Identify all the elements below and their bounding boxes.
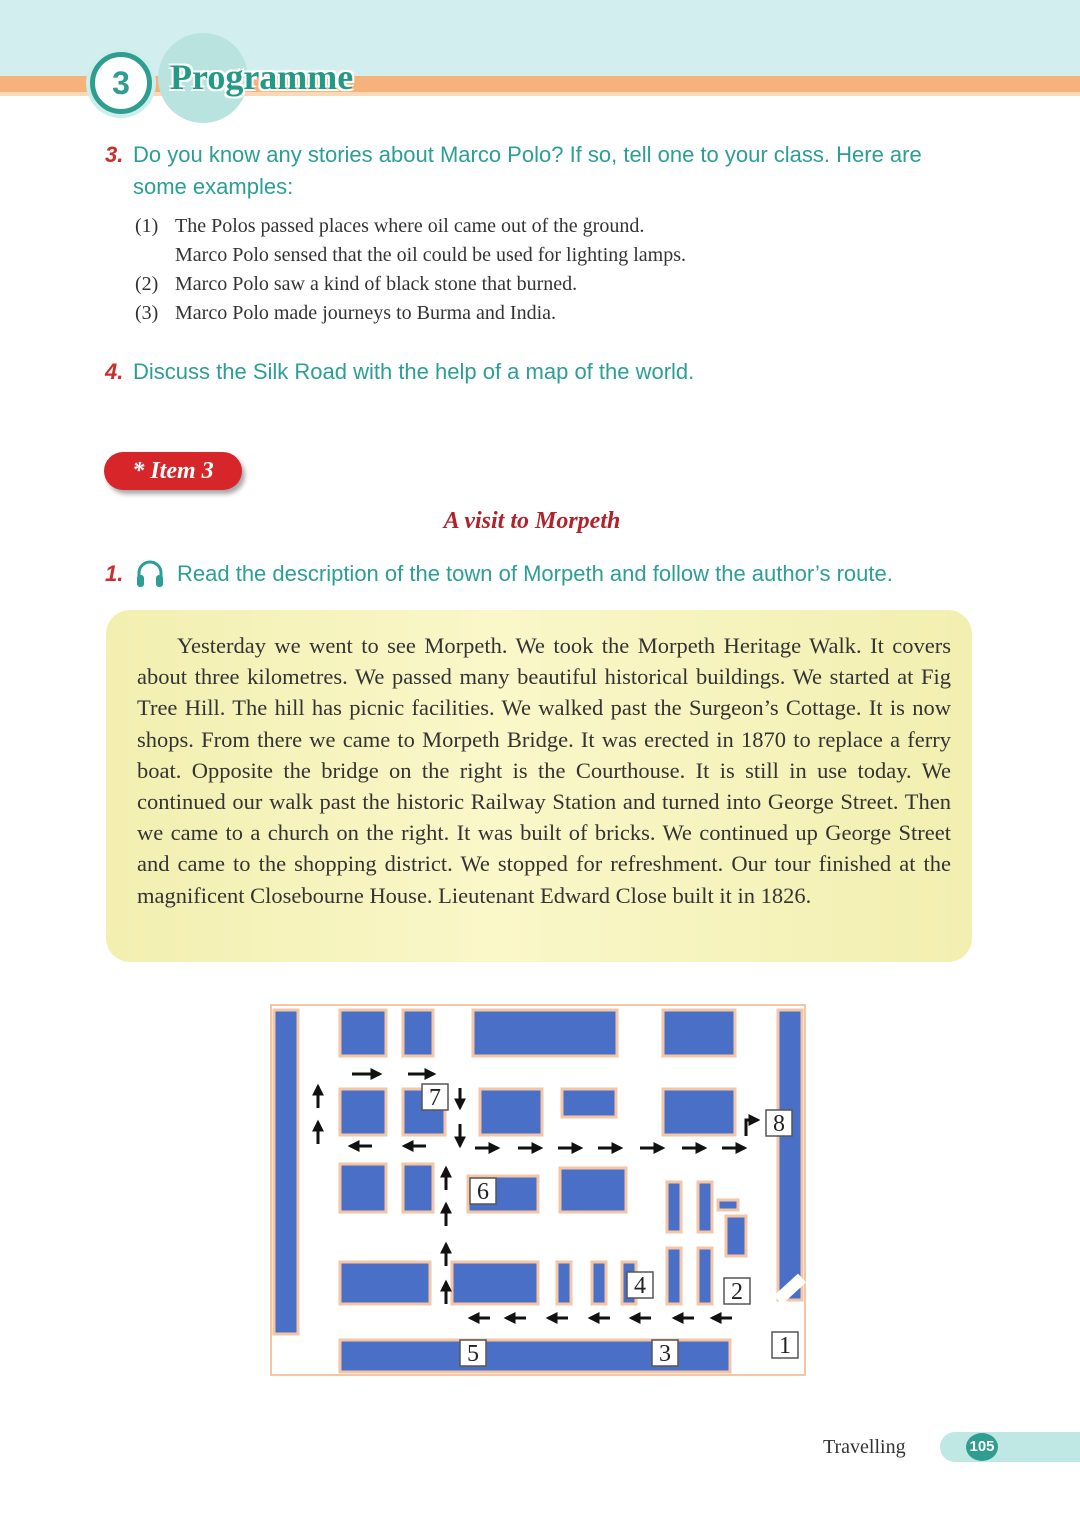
question-3	[105, 139, 953, 203]
map-block	[698, 1248, 712, 1304]
route-map	[270, 1004, 806, 1376]
question-number: 4.	[105, 359, 124, 384]
map-block	[726, 1216, 746, 1256]
page-number: 105	[966, 1433, 998, 1461]
map-block	[663, 1010, 735, 1056]
question-text: Discuss the Silk Road with the help of a map of the world.	[133, 359, 695, 384]
example-item	[135, 299, 686, 328]
map-block	[663, 1089, 735, 1135]
map-block	[698, 1182, 712, 1232]
example-number: (1)	[135, 215, 159, 237]
map-label: 2	[731, 1279, 743, 1305]
map-block	[403, 1164, 433, 1212]
map-block	[480, 1089, 542, 1135]
example-number: (3)	[135, 302, 159, 324]
map-block	[778, 1010, 802, 1300]
task-instruction	[105, 558, 893, 590]
question-text: Do you know any stories about Marco Polo? If so, tell one to your class. Here are some examples:	[133, 142, 922, 199]
map-label: 3	[659, 1341, 671, 1367]
map-block	[667, 1182, 681, 1232]
question-4	[105, 356, 953, 388]
map-block	[718, 1200, 738, 1210]
map-label: 6	[477, 1179, 489, 1205]
section-title: Programme	[170, 57, 354, 97]
map-block	[340, 1262, 430, 1304]
map-block	[557, 1262, 571, 1304]
example-text: Marco Polo sensed that the oil could be used for lighting lamps.	[175, 244, 687, 266]
passage-box	[106, 610, 972, 962]
task-text: Read the description of the town of Morpeth and follow the author’s route.	[177, 561, 893, 586]
example-item	[135, 212, 686, 270]
map-label: 4	[634, 1273, 646, 1299]
example-text: The Polos passed places where oil came out of the ground.	[175, 215, 645, 237]
passage-text: Yesterday we went to see Morpeth. We took the Morpeth Heritage Walk. It covers about three kilometres. We passed many beautiful historical buildings. We started at Fig Tree Hill. The hill has picnic facilities. We walked past the Surgeon’s Cottage. It is now shops. From there we came to Morpeth Bridge. It was erected in 1870 to replace a ferry boat. Opposite the bridge on the right is the Courthouse. It is still in use today. We continued our walk past the historic Railway Station and turned into George Street. Then we came to a church on the right. It was built of bricks. We continued up George Street and came to the shopping district. We stopped for refreshment. Our tour finished at the magnificent Closebourne House. Lieutenant Edward Close built it in 1826.	[137, 633, 951, 908]
map-block	[340, 1164, 386, 1212]
headphones-icon	[135, 558, 165, 590]
example-item	[135, 270, 686, 299]
map-label: 5	[467, 1341, 479, 1367]
map-label: 7	[429, 1085, 441, 1111]
chapter-label: Travelling	[823, 1436, 906, 1458]
map-block	[340, 1089, 386, 1135]
map-block	[452, 1262, 538, 1304]
map-block	[403, 1010, 433, 1056]
map-label: 1	[779, 1333, 791, 1359]
map-block	[592, 1262, 606, 1304]
map-block	[473, 1010, 617, 1056]
map-block	[562, 1089, 616, 1117]
examples-list	[135, 212, 686, 328]
passage-title: A visit to Morpeth	[443, 508, 621, 534]
map-block	[274, 1010, 298, 1334]
map-block	[560, 1168, 626, 1212]
page-number-tab	[940, 1432, 1080, 1462]
map-block	[340, 1010, 386, 1056]
section-number-badge: 3	[90, 52, 152, 114]
item-label-badge: * Item 3	[104, 452, 242, 490]
example-text: Marco Polo made journeys to Burma and India.	[175, 302, 557, 324]
example-text: Marco Polo saw a kind of black stone that burned.	[175, 273, 578, 295]
task-number: 1.	[105, 561, 124, 586]
example-number: (2)	[135, 273, 159, 295]
map-block	[667, 1248, 681, 1304]
question-number: 3.	[105, 142, 124, 167]
map-label: 8	[773, 1111, 785, 1137]
